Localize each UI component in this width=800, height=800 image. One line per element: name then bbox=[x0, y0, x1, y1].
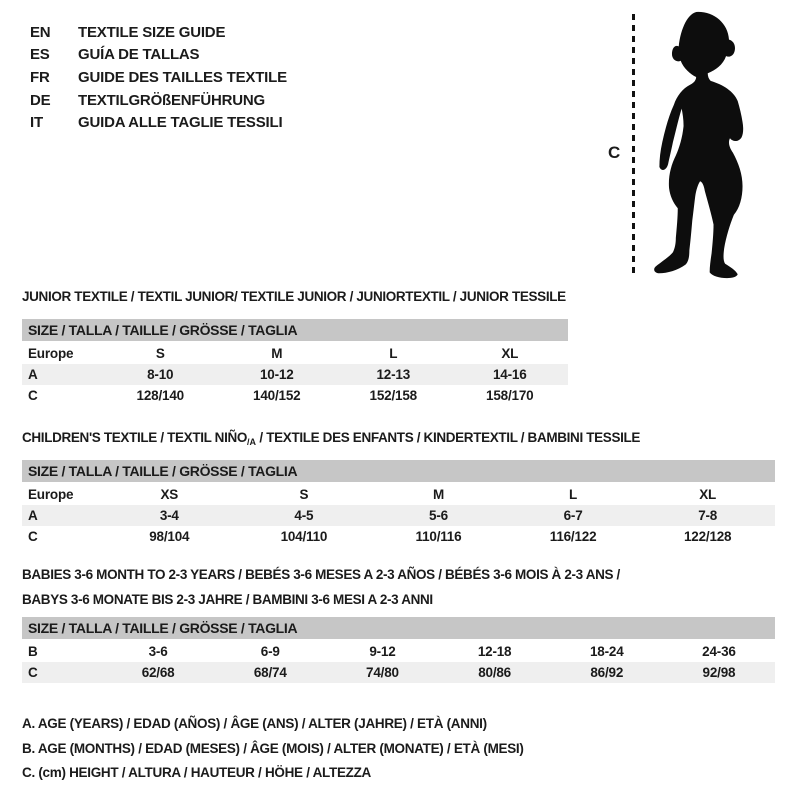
children-title-subscript: /A bbox=[247, 437, 257, 447]
row-label: A bbox=[28, 367, 38, 382]
language-title: GUIDA ALLE TAGLIE TESSILI bbox=[78, 114, 283, 132]
table-row bbox=[22, 484, 775, 505]
row-values bbox=[102, 662, 775, 683]
table-cell: 4-5 bbox=[294, 508, 314, 523]
height-measure-dashed-line bbox=[632, 14, 635, 277]
language-code: FR bbox=[30, 68, 50, 86]
table-cell: S bbox=[155, 346, 165, 361]
children-title-text-rest: / TEXTILE DES ENFANTS / KINDERTEXTIL / BAMBINI TESSILE bbox=[256, 430, 641, 445]
table-cell: 98/104 bbox=[149, 529, 190, 544]
row-values bbox=[102, 343, 568, 364]
table-cell: 12-13 bbox=[376, 367, 411, 382]
language-code: DE bbox=[30, 91, 51, 109]
babies-title-line2: BABYS 3-6 MONATE BIS 2-3 JAHRE / BAMBINI 3-6 MESI A 2-3 ANNI bbox=[22, 592, 433, 607]
row-values bbox=[102, 484, 775, 505]
babies-title-line1: BABIES 3-6 MONTH TO 2-3 YEARS / BEBÉS 3-6 MESES A 2-3 AÑOS / BÉBÉS 3-6 MOIS À 2-3 ANS / bbox=[22, 567, 620, 582]
row-values bbox=[102, 505, 775, 526]
table-cell: 8-10 bbox=[147, 367, 174, 382]
row-label: C bbox=[28, 529, 38, 544]
table-cell: 3-6 bbox=[148, 644, 168, 659]
table-cell: L bbox=[389, 346, 398, 361]
table-cell: 140/152 bbox=[253, 388, 301, 403]
legend-note: A. AGE (YEARS) / EDAD (AÑOS) / ÂGE (ANS) / ALTER (JAHRE) / ETÀ (ANNI) bbox=[22, 716, 487, 731]
row-values bbox=[102, 641, 775, 662]
babies-table-body bbox=[22, 641, 775, 683]
junior-size-table bbox=[22, 319, 568, 406]
table-row bbox=[22, 364, 568, 385]
junior-table-body bbox=[22, 343, 568, 406]
legend-note: C. (cm) HEIGHT / ALTURA / HAUTEUR / HÖHE / ALTEZZA bbox=[22, 765, 371, 780]
children-table-body bbox=[22, 484, 775, 547]
legend-notes bbox=[22, 712, 524, 786]
language-title: TEXTILGRÖßENFÜHRUNG bbox=[78, 91, 266, 109]
language-row bbox=[30, 66, 287, 89]
language-row bbox=[30, 111, 287, 134]
table-cell: 74/80 bbox=[366, 665, 399, 680]
babies-section-title bbox=[22, 562, 620, 612]
language-title: GUÍA DE TALLAS bbox=[78, 46, 200, 64]
children-size-header: SIZE / TALLA / TAILLE / GRÖSSE / TAGLIA bbox=[22, 460, 775, 482]
language-row bbox=[30, 44, 287, 67]
table-cell: 24-36 bbox=[702, 644, 736, 659]
language-code: IT bbox=[30, 114, 43, 132]
row-label: Europe bbox=[28, 487, 74, 502]
row-values bbox=[102, 385, 568, 406]
table-cell: 18-24 bbox=[590, 644, 624, 659]
table-cell: 104/110 bbox=[280, 529, 328, 544]
table-cell: 116/122 bbox=[549, 529, 597, 544]
table-cell: 110/116 bbox=[415, 529, 462, 544]
language-title: GUIDE DES TAILLES TEXTILE bbox=[78, 68, 287, 86]
row-label: C bbox=[28, 665, 38, 680]
table-row bbox=[22, 641, 775, 662]
legend-note: B. AGE (MONTHS) / EDAD (MESES) / ÂGE (MOIS) / ALTER (MONATE) / ETÀ (MESI) bbox=[22, 740, 524, 756]
table-cell: 152/158 bbox=[369, 388, 417, 403]
table-cell: 122/128 bbox=[683, 529, 732, 544]
child-silhouette-shape bbox=[654, 12, 743, 278]
table-cell: 7-8 bbox=[698, 508, 718, 523]
language-code: ES bbox=[30, 46, 50, 64]
table-cell: 10-12 bbox=[259, 367, 294, 382]
babies-size-header: SIZE / TALLA / TAILLE / GRÖSSE / TAGLIA bbox=[22, 617, 775, 639]
table-cell: 86/92 bbox=[590, 665, 624, 680]
table-cell: XS bbox=[160, 487, 179, 502]
height-measure-label: C bbox=[608, 143, 621, 162]
children-size-table bbox=[22, 460, 775, 547]
table-cell: M bbox=[271, 346, 283, 361]
row-values bbox=[102, 526, 775, 547]
table-cell: 158/170 bbox=[486, 388, 534, 403]
table-cell: M bbox=[432, 487, 444, 502]
table-cell: 12-18 bbox=[477, 644, 512, 659]
children-section-title bbox=[22, 430, 640, 447]
language-row bbox=[30, 89, 287, 112]
language-code: EN bbox=[30, 23, 51, 41]
table-row bbox=[22, 343, 568, 364]
table-row bbox=[22, 385, 568, 406]
row-label: Europe bbox=[28, 346, 74, 361]
table-cell: 9-12 bbox=[369, 644, 396, 659]
language-row bbox=[30, 21, 287, 44]
junior-size-header: SIZE / TALLA / TAILLE / GRÖSSE / TAGLIA bbox=[22, 319, 568, 341]
table-cell: 14-16 bbox=[492, 367, 527, 382]
table-row bbox=[22, 505, 775, 526]
table-cell: 6-7 bbox=[563, 508, 583, 523]
children-title-text: CHILDREN'S TEXTILE / TEXTIL NIÑO bbox=[22, 430, 248, 445]
table-cell: 128/140 bbox=[136, 388, 184, 403]
table-cell: L bbox=[569, 487, 578, 502]
table-cell: 80/86 bbox=[478, 665, 511, 680]
table-cell: 92/98 bbox=[702, 665, 736, 680]
junior-section-title: JUNIOR TEXTILE / TEXTIL JUNIOR/ TEXTILE JUNIOR / JUNIORTEXTIL / JUNIOR TESSILE bbox=[22, 289, 566, 304]
language-title: TEXTILE SIZE GUIDE bbox=[78, 23, 226, 41]
row-label: B bbox=[28, 644, 38, 659]
table-cell: 5-6 bbox=[429, 508, 448, 523]
table-cell: 3-4 bbox=[159, 508, 179, 523]
row-label: A bbox=[28, 508, 38, 523]
table-cell: XL bbox=[501, 346, 519, 361]
child-silhouette-icon bbox=[642, 10, 758, 280]
table-row bbox=[22, 662, 775, 683]
babies-size-table bbox=[22, 617, 775, 683]
table-cell: 62/68 bbox=[141, 665, 175, 680]
row-values bbox=[102, 364, 568, 385]
table-cell: S bbox=[299, 487, 309, 502]
language-list bbox=[30, 21, 287, 134]
table-cell: XL bbox=[699, 487, 717, 502]
row-label: C bbox=[28, 388, 38, 403]
table-cell: 6-9 bbox=[260, 644, 280, 659]
table-row bbox=[22, 526, 775, 547]
table-cell: 68/74 bbox=[253, 665, 287, 680]
